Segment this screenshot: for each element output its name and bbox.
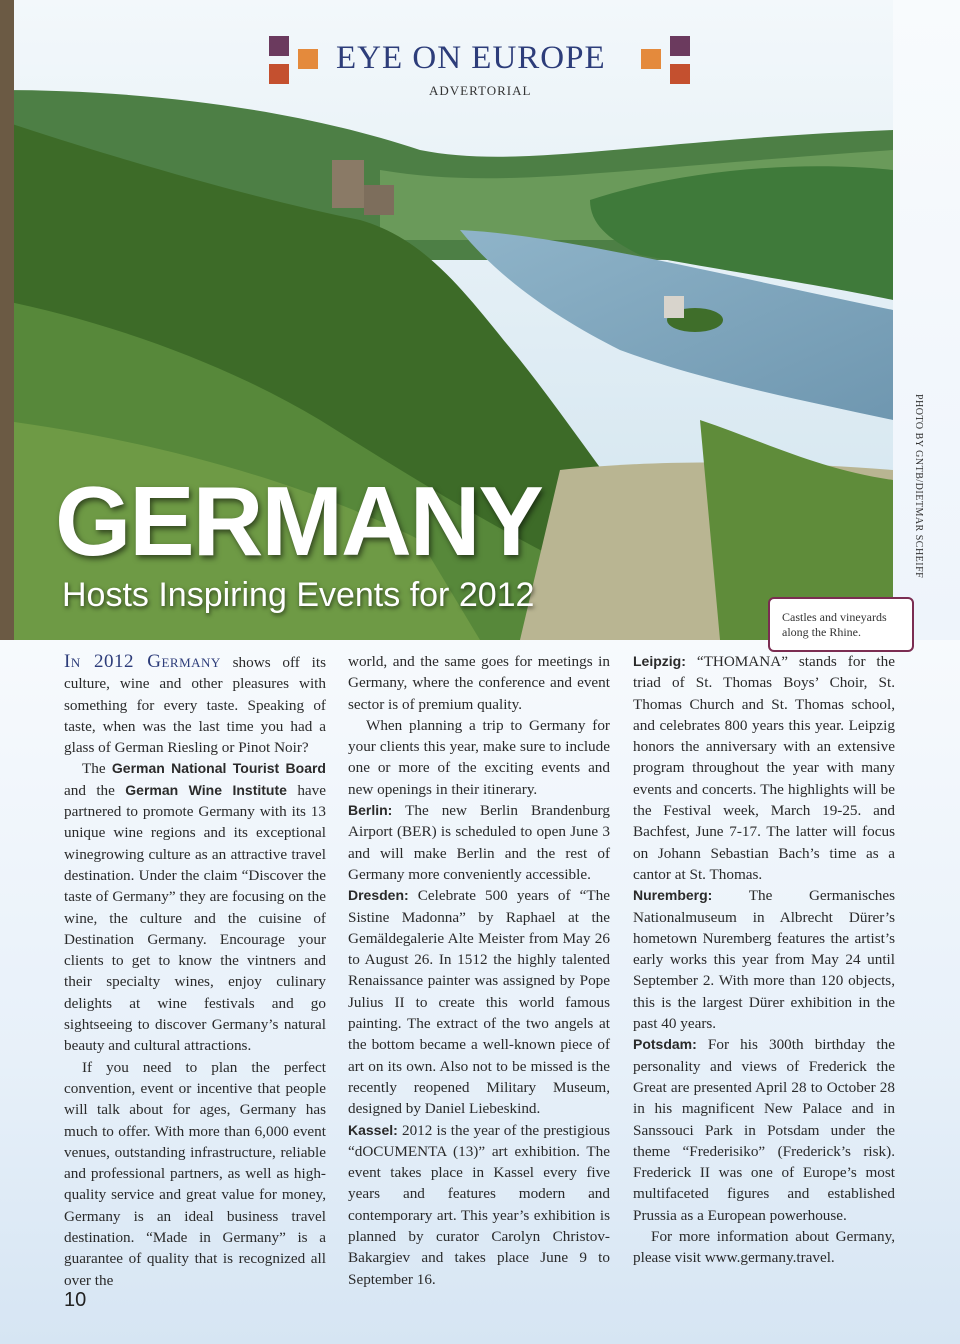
logo-square-orange bbox=[298, 49, 318, 69]
business-travel-paragraph: If you need to plan the perfect convention, event or incentive that people will talk about for ages, Germany has much to offer. With more than 6,000 event venues, outstanding infrastructure, reliable and professional partners, as well as high-quality service and great value for money, Germany is an ideal business travel destination. “Made in Germany” is a guarantee of quality that is recognized all over the bbox=[64, 1058, 326, 1289]
subheadline: Hosts Inspiring Events for 2012 bbox=[62, 576, 535, 614]
dresden-entry bbox=[348, 885, 610, 1119]
intro-text: shows off its culture, wine and other pleasures with something for every taste. Speaking of taste, when was the last time you had a glass of German Riesling or Pinot Noir? bbox=[64, 654, 327, 757]
logo-square-purple-right bbox=[670, 36, 690, 56]
nuremberg-text: The Germanisches Nationalmuseum in Albrecht Dürer’s hometown Nuremberg features the artist’s early works this year from May 24 until September 2. With more than 120 objects, this is the largest Dürer exhibition in the past 40 years. bbox=[633, 887, 895, 1033]
closing-paragraph: For more information about Germany, please visit www.germany.travel. bbox=[633, 1228, 895, 1267]
advertorial-label: ADVERTORIAL bbox=[429, 83, 532, 98]
berlin-entry bbox=[348, 800, 610, 885]
intro-paragraph bbox=[64, 651, 326, 758]
org-wine-institute: German Wine Institute bbox=[125, 781, 287, 798]
kassel-label: Kassel: bbox=[348, 1121, 398, 1138]
dresden-label: Dresden: bbox=[348, 887, 409, 904]
org-gntb: German National Tourist Board bbox=[111, 760, 326, 777]
potsdam-text: For his 300th birthday the personality and views of Frederick the Great are presented April 28 to October 28 in his magnificent New Palace and in Sanssouci Park in Potsdam under the theme “Frederisiko” (Frederick’s risk). Frederick II was one of Europe’s most multifaceted figures and established Prussia as a European powerhouse. bbox=[633, 1036, 895, 1224]
page-number: 10 bbox=[64, 1289, 87, 1311]
article-column-3 bbox=[633, 651, 895, 1269]
potsdam-entry bbox=[633, 1034, 895, 1226]
berlin-text: The new Berlin Brandenburg Airport (BER) is scheduled to open June 3 and will make Berlin and the rest of Germany more conveniently accessible. bbox=[348, 802, 610, 883]
dresden-text: Celebrate 500 years of “The Sistine Madonna” by Raphael at the Gemäldegalerie Alte Meister from May 26 to August 26. In 1512 the highly talented Renaissance painter was assigned by Pope Julius II to create this world famous painting. The extract of the two angels at the bottom became a well-known piece of art on its own. Also not to be missed is the recently reopened Military Museum, designed by Daniel Liebeskind. bbox=[348, 887, 610, 1118]
text-run: The bbox=[82, 760, 112, 778]
text-run: and the bbox=[64, 781, 126, 799]
partners-paragraph bbox=[64, 758, 326, 1056]
text-run: have partnered to promote Germany with its 13 unique wine regions and its exceptional winegrowing culture as an attractive travel destination. Under the claim “Discover the taste of Germany” they are focusing on the wine, the culture and the cuisine of Destination Germany. Encourage your clients to get to know the vintners and their specialty wines, enjoy culinary delights at wine festivals and go sightseeing to discover Germany’s natural beauty and cultural attractions. bbox=[64, 781, 327, 1055]
kassel-entry bbox=[348, 1120, 610, 1290]
potsdam-label: Potsdam: bbox=[633, 1036, 697, 1053]
leipzig-text: “THOMANA” stands for the triad of St. Thomas Boys’ Choir, St. Thomas Church and St. Thomas school, and celebrates 800 years this year. Leipzig honors the anniversary with an extensive program throughout the year with many events and concerts. The highlights will be the Festival week, March 19-25. and Bachfest, June 7-17. The latter will focus on Johann Sebastian Bach’s time as a cantor at St. Thomas. bbox=[633, 653, 895, 883]
logo-square-red bbox=[269, 64, 289, 84]
logo-square-purple bbox=[269, 36, 289, 56]
section-banner-title: EYE ON EUROPE bbox=[336, 40, 606, 76]
photo-caption: Castles and vineyards along the Rhine. bbox=[768, 597, 914, 652]
photo-credit: PHOTO BY GNTB/DIETMAR SCHEIFF bbox=[913, 394, 924, 579]
logo-square-orange-right bbox=[641, 49, 661, 69]
article-column-1 bbox=[64, 651, 326, 1291]
lead-in: In 2012 Germany bbox=[64, 651, 221, 672]
article-column-2 bbox=[348, 651, 610, 1290]
nuremberg-label: Nuremberg: bbox=[633, 887, 713, 904]
leipzig-label: Leipzig: bbox=[633, 653, 686, 669]
planning-paragraph: When planning a trip to Germany for your clients this year, make sure to include one or more of the exciting events and new openings in their itinerary. bbox=[348, 716, 610, 798]
kassel-text: 2012 is the year of the prestigious “dOCUMENTA (13)” art exhibition. The event takes place in Kassel every five years and features modern and contemporary art. This year’s exhibition is planned by curator Carolyn Christov-Bakargiev and takes place June 9 to September 16. bbox=[348, 1121, 610, 1288]
berlin-label: Berlin: bbox=[348, 802, 393, 819]
leipzig-entry bbox=[633, 651, 895, 885]
logo-square-red-right bbox=[670, 64, 690, 84]
headline: GERMANY bbox=[55, 466, 542, 576]
continued-paragraph: world, and the same goes for meetings in Germany, where the conference and event sector is of premium quality. bbox=[348, 653, 610, 713]
nuremberg-entry bbox=[633, 885, 895, 1034]
